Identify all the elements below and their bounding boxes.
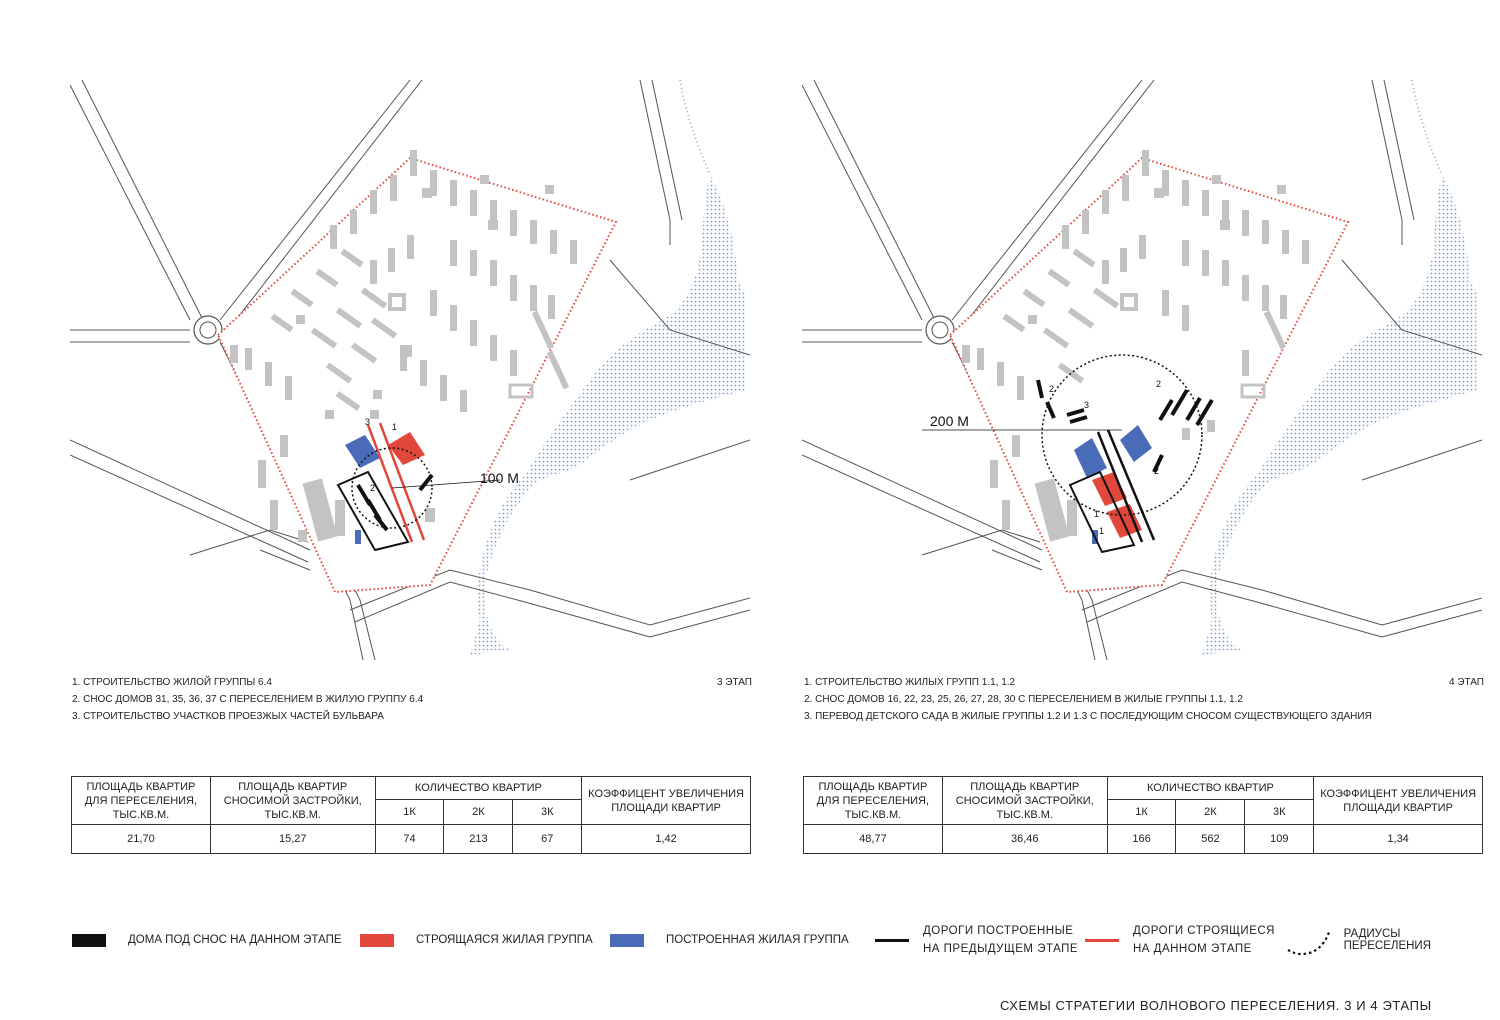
- sheet-title: СХЕМЫ СТРАТЕГИИ ВОЛНОВОГО ПЕРЕСЕЛЕНИЯ. 3 И 4 ЭТАПЫ: [1000, 998, 1432, 1013]
- legend-built-label: ПОСТРОЕННАЯ ЖИЛАЯ ГРУППА: [666, 934, 849, 946]
- value-2k: 562: [1176, 825, 1245, 854]
- header-line: КОЭФФИЦЕНТ УВЕЛИЧЕНИЯ: [1320, 787, 1477, 800]
- note-item: 3. ПЕРЕВОД ДЕТСКОГО САДА В ЖИЛЫЕ ГРУППЫ 1.2 И 1.3 С ПОСЛЕДУЮЩИМ СНОСОМ СУЩЕСТВУЮЩЕГО ЗДАНИЯ: [804, 711, 1372, 722]
- built-swatch: [610, 934, 644, 947]
- header-line: ПЛОЩАДИ КВАРТИР: [611, 801, 721, 814]
- header-2k: 2К: [1176, 800, 1245, 825]
- value-relocation-area: 21,70: [72, 825, 211, 854]
- header-3k: 3К: [513, 800, 582, 825]
- header-apartments: КОЛИЧЕСТВО КВАРТИР: [1107, 777, 1314, 800]
- note-item: 1. СТРОИТЕЛЬСТВО ЖИЛОЙ ГРУППЫ 6.4: [72, 677, 272, 688]
- header-line: ТЫС.КВ.М.: [112, 808, 170, 821]
- stage-4-table: [803, 776, 1483, 854]
- value-coefficient: 1,34: [1314, 825, 1483, 854]
- demolish-swatch: [72, 934, 106, 947]
- stage-label: 3 ЭТАП: [716, 677, 752, 688]
- stage-3-notes: [72, 674, 752, 725]
- header-demolished-area: [210, 777, 375, 825]
- value-3k: 109: [1245, 825, 1314, 854]
- roundabout: [194, 316, 222, 344]
- road-built-swatch: [875, 939, 909, 942]
- legend-demolish-label: ДОМА ПОД СНОС НА ДАННОМ ЭТАПЕ: [128, 934, 342, 946]
- building-swatch: [360, 934, 394, 947]
- header-1k: 1К: [1107, 800, 1176, 825]
- header-relocation-area: [72, 777, 211, 825]
- header-line: ПЛОЩАДЬ КВАРТИР: [238, 780, 348, 793]
- legend-built: [610, 920, 849, 960]
- header-line: КОЭФФИЦЕНТ УВЕЛИЧЕНИЯ: [588, 787, 744, 800]
- note-item: 1. СТРОИТЕЛЬСТВО ЖИЛЫХ ГРУПП 1.1, 1.2: [804, 677, 1016, 688]
- value-2k: 213: [444, 825, 513, 854]
- header-1k: 1К: [375, 800, 444, 825]
- water-shore-line: [680, 80, 710, 175]
- group-label-1b: 1: [1099, 526, 1105, 536]
- header-line: ПЛОЩАДЬ КВАРТИР: [818, 780, 928, 793]
- header-3k: 3К: [1245, 800, 1314, 825]
- group-label-1a: 1: [1094, 509, 1100, 519]
- legend-radius-label: РАДИУСЫ ПЕРЕСЕЛЕНИЯ: [1343, 928, 1432, 952]
- stage-4-notes: [804, 674, 1484, 725]
- value-coefficient: 1,42: [582, 825, 751, 854]
- header-line: ПЛОЩАДИ КВАРТИР: [1343, 801, 1453, 814]
- value-relocation-area: 48,77: [804, 825, 943, 854]
- legend-roads-built-line: НА ПРЕДЫДУЩЕМ ЭТАПЕ: [923, 943, 1079, 955]
- distance-label: 100 М: [480, 470, 519, 486]
- value-3k: 67: [513, 825, 582, 854]
- roundabout: [926, 316, 954, 344]
- legend-demolish: [72, 920, 342, 960]
- stage-3-table: [71, 776, 751, 854]
- group-label-2: 2: [370, 483, 376, 493]
- legend: [70, 920, 1490, 960]
- group-label-2b: 2: [1156, 379, 1162, 389]
- header-line: ДЛЯ ПЕРЕСЕЛЕНИЯ,: [84, 794, 198, 807]
- value-demolished-area: 15,27: [210, 825, 375, 854]
- header-line: СНОСИМОЙ ЗАСТРОЙКИ,: [955, 794, 1094, 807]
- road-building-swatch: [1085, 939, 1119, 942]
- water-shore-line: [1412, 80, 1442, 175]
- stage-4-map: [802, 80, 1482, 660]
- header-line: СНОСИМОЙ ЗАСТРОЙКИ,: [223, 794, 362, 807]
- legend-roads-building-line: НА ДАННОМ ЭТАПЕ: [1133, 943, 1252, 955]
- header-apartments: КОЛИЧЕСТВО КВАРТИР: [375, 777, 582, 800]
- distance-label: 200 М: [930, 413, 969, 429]
- header-line: ТЫС.КВ.М.: [844, 808, 902, 821]
- header-coefficient: [582, 777, 751, 825]
- group-label-3: 3: [365, 417, 371, 427]
- legend-roads-built: [875, 920, 1078, 960]
- value-demolished-area: 36,46: [942, 825, 1107, 854]
- header-coefficient: [1314, 777, 1483, 825]
- header-2k: 2К: [444, 800, 513, 825]
- header-line: ДЛЯ ПЕРЕСЕЛЕНИЯ,: [816, 794, 930, 807]
- value-1k: 166: [1107, 825, 1176, 854]
- note-item: 2. СНОС ДОМОВ 16, 22, 23, 25, 26, 27, 28, 30 С ПЕРЕСЕЛЕНИЕМ В ЖИЛЫЕ ГРУППЫ 1.1, 1.2: [804, 694, 1243, 705]
- radius-arc-icon: [1286, 920, 1336, 960]
- legend-roads-building-line: ДОРОГИ СТРОЯЩИЕСЯ: [1133, 925, 1275, 937]
- legend-building: [360, 920, 593, 960]
- group-label-3: 3: [1084, 400, 1090, 410]
- header-line: ТЫС.КВ.М.: [996, 808, 1053, 821]
- legend-roads-building: [1085, 920, 1275, 960]
- header-line: ПЛОЩАДЬ КВАРТИР: [86, 780, 196, 793]
- note-item: 3. СТРОИТЕЛЬСТВО УЧАСТКОВ ПРОЕЗЖЫХ ЧАСТЕЙ БУЛЬВАРА: [72, 711, 384, 722]
- legend-roads-built-line: ДОРОГИ ПОСТРОЕННЫЕ: [923, 925, 1074, 937]
- stage-3-map: [70, 80, 750, 660]
- value-1k: 74: [375, 825, 444, 854]
- header-line: ПЛОЩАДЬ КВАРТИР: [970, 780, 1080, 793]
- note-item: 2. СНОС ДОМОВ 31, 35, 36, 37 С ПЕРЕСЕЛЕНИЕМ В ЖИЛУЮ ГРУППУ 6.4: [72, 694, 424, 705]
- header-line: ТЫС.КВ.М.: [264, 808, 321, 821]
- group-label-2a: 2: [1049, 384, 1055, 394]
- header-relocation-area: [804, 777, 943, 825]
- group-label-1: 1: [392, 422, 398, 432]
- header-demolished-area: [942, 777, 1107, 825]
- group-label-2c: 2: [1154, 466, 1160, 476]
- legend-radius: [1286, 920, 1490, 960]
- stage-label: 4 ЭТАП: [1448, 677, 1484, 688]
- legend-building-label: СТРОЯЩАЯСЯ ЖИЛАЯ ГРУППА: [416, 934, 593, 946]
